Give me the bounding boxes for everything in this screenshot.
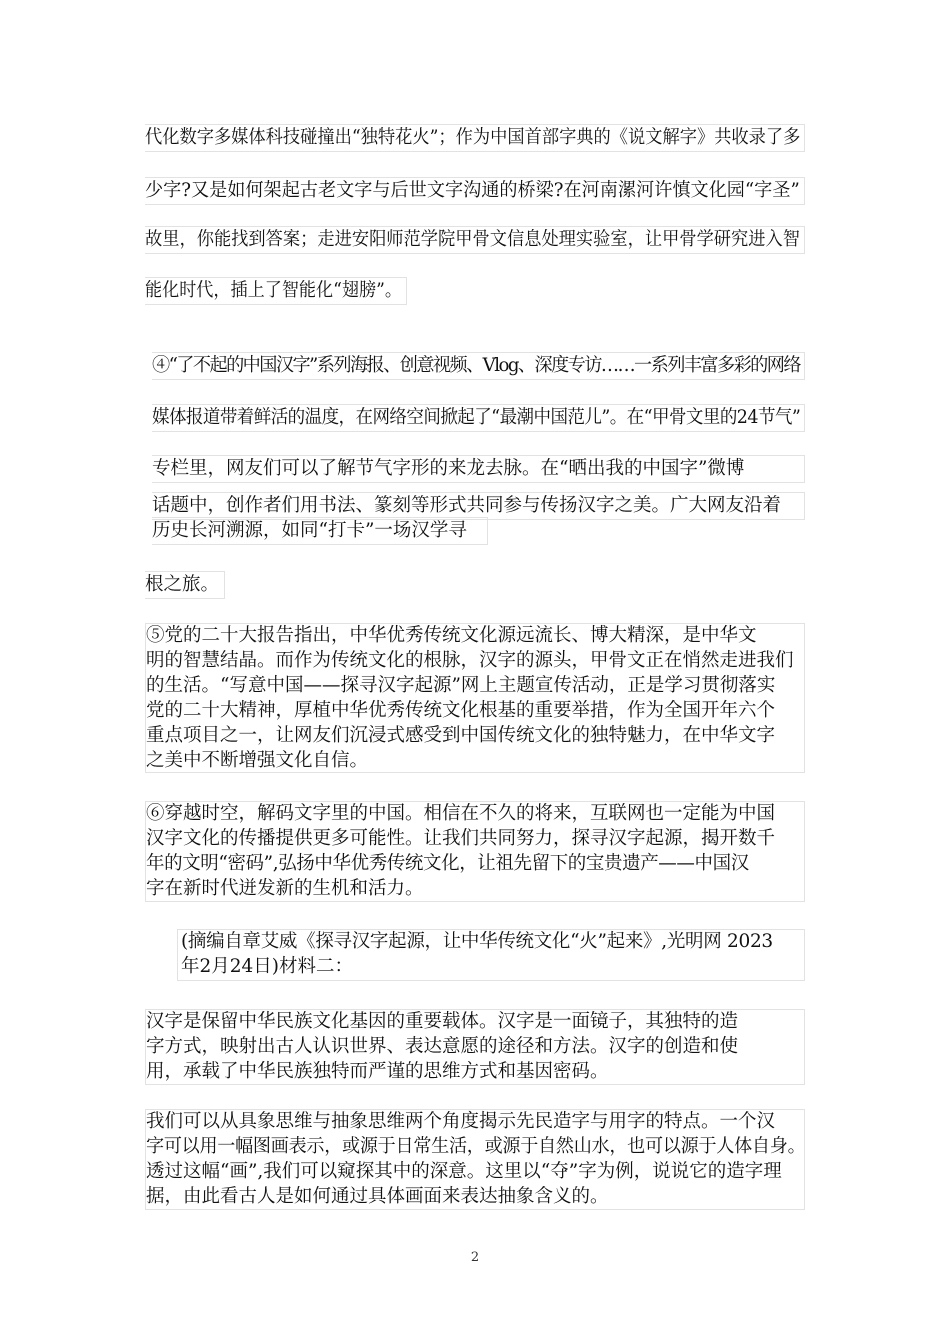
text-line: 据，由此看古人是如何通过具体画面来表达抽象含义的。 bbox=[146, 1186, 609, 1207]
text-line: 故里，你能找到答案；走进安阳师范学院甲骨文信息处理实验室，让甲骨学研究进入智 bbox=[145, 226, 805, 254]
text-line: ④“了不起的中国汉字”系列海报、创意视频、Vlog、深度专访……一系列丰富多彩的网络 bbox=[152, 352, 805, 380]
text-line: 汉字是保留中华民族文化基因的重要载体。汉字是一面镜子，其独特的造 bbox=[146, 1011, 739, 1032]
text-line: 字可以用一幅图画表示，或源于日常生活，或源于自然山水，也可以源于人体自身。 bbox=[146, 1136, 806, 1157]
text-line: ⑤党的二十大报告指出，中华优秀传统文化源远流长、博大精深，是中华文 bbox=[146, 625, 757, 646]
text-line: 透过这幅“画”,我们可以窥探其中的深意。这里以“夺”字为例，说说它的造字理 bbox=[146, 1161, 782, 1182]
text-line: 明的智慧结晶。而作为传统文化的根脉，汉字的源头，甲骨文正在悄然走进我们 bbox=[146, 650, 794, 671]
page-number: 2 bbox=[470, 1250, 480, 1265]
citation-line: (摘编自章艾威《探寻汉字起源，让中华传统文化“火”起来》,光明网 2023 bbox=[181, 931, 773, 952]
text-line: 重点项目之一，让网友们沉浸式感受到中国传统文化的独特魅力，在中华文字 bbox=[146, 725, 776, 746]
text-line: 字在新时代迸发新的生机和活力。 bbox=[146, 878, 424, 899]
text-line: 汉字文化的传播提供更多可能性。让我们共同努力，探寻汉字起源，揭开数千 bbox=[146, 828, 776, 849]
text-line: 的生活。“写意中国——探寻汉字起源”网上主题宣传活动，正是学习贯彻落实 bbox=[146, 675, 776, 696]
text-line: 专栏里，网友们可以了解节气字形的来龙去脉。在“晒出我的中国字”微博 bbox=[152, 455, 805, 483]
text-line: ⑥穿越时空，解码文字里的中国。相信在不久的将来，互联网也一定能为中国 bbox=[146, 803, 776, 824]
text-line: 话题中，创作者们用书法、篆刻等形式共同参与传扬汉字之美。广大网友沿着 bbox=[152, 492, 805, 520]
citation-line: 年2月24日)材料二： bbox=[181, 956, 354, 977]
text-line: 能化时代，插上了智能化“翅膀”。 bbox=[145, 277, 407, 305]
text-line: 历史长河溯源，如同“打卡”一场汉学寻 bbox=[152, 517, 488, 545]
text-line: 媒体报道带着鲜活的温度，在网络空间掀起了“最潮中国范儿”。在“甲骨文里的24节气” bbox=[152, 404, 805, 432]
text-line: 少字?又是如何架起古老文字与后世文字沟通的桥梁?在河南漯河许慎文化园“字圣” bbox=[145, 177, 805, 205]
text-line: 之美中不断增强文化自信。 bbox=[146, 750, 369, 771]
text-line: 用，承载了中华民族独特而严谨的思维方式和基因密码。 bbox=[146, 1061, 609, 1082]
text-line: 根之旅。 bbox=[145, 571, 225, 599]
text-line: 代化数字多媒体科技碰撞出“独特花火”；作为中国首部字典的《说文解字》共收录了多 bbox=[145, 124, 805, 152]
text-line: 年的文明“密码”,弘扬中华优秀传统文化，让祖先留下的宝贵遗产——中国汉 bbox=[146, 853, 749, 874]
text-line: 字方式，映射出古人认识世界、表达意愿的途径和方法。汉字的创造和使 bbox=[146, 1036, 739, 1057]
text-line: 党的二十大精神，厚植中华优秀传统文化根基的重要举措，作为全国开年六个 bbox=[146, 700, 776, 721]
text-line: 我们可以从具象思维与抽象思维两个角度揭示先民造字与用字的特点。一个汉 bbox=[146, 1111, 776, 1132]
